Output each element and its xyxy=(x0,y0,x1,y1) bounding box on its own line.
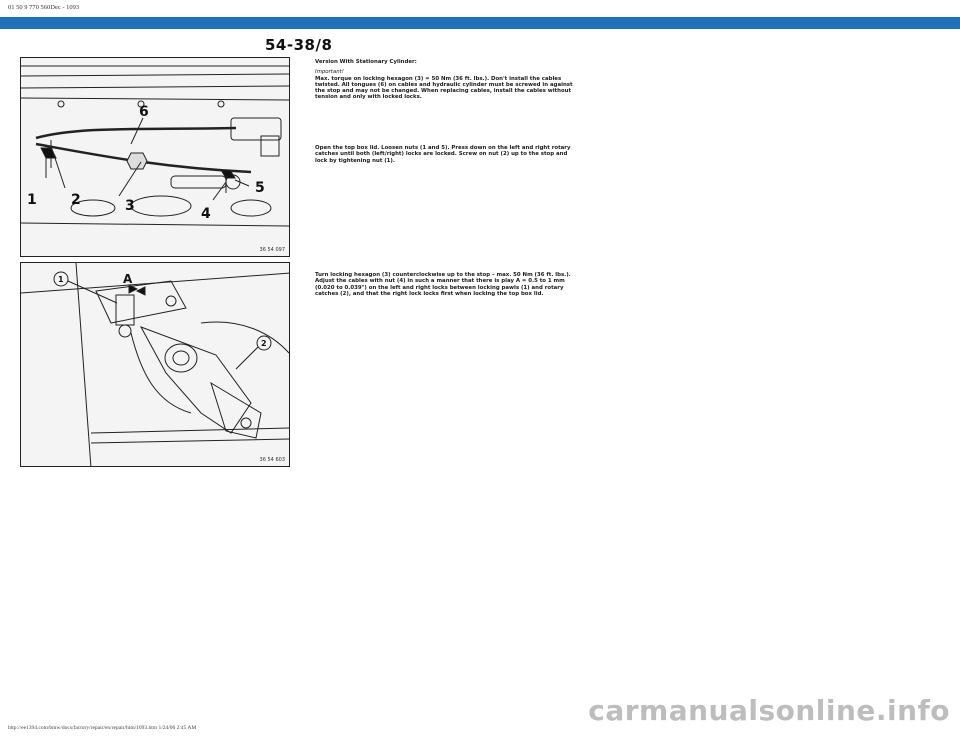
section-heading: Version With Stationary Cylinder: xyxy=(315,59,417,65)
callout-3: 3 xyxy=(125,198,135,214)
step2-text: Turn locking hexagon (3) counterclockwise up to the stop – max. 50 Nm (36 ft. lbs.). Adjust the cables with nut (4) in such a manner that there is play A = 0.5 to 1 mm (0.020 to 0.039") on the left and right locks between locking pawls (1) and rotary catches (2), and that the right lock locks first when locking the top box lid. xyxy=(315,272,571,297)
important-body: Max. torque on locking hexagon (3) = 50 Nm (36 ft. lbs.). Don't install the cables twisted. All tongues (6) on cables and hydraulic cylinder must be screwed in against the stop and may not be changed. When replacing cables, install the cables without tension and only with locked locks. xyxy=(315,75,573,101)
figure-cable-assembly xyxy=(20,57,290,257)
footer-url: http://ee1394.com/bmw/docs/factory/repair/en/repair/htm/1093.htm 1/24/06 2:45 AM xyxy=(8,725,197,731)
callout-a: A xyxy=(123,272,133,286)
callout-2: 2 xyxy=(261,339,267,348)
text-block-version xyxy=(315,59,575,105)
step1-text: Open the top box lid. Loosen nuts (1 and 5). Press down on the left and right rotary catches until both (left/right) locks are locked. Screw on nut (2) up to the stop and lock by tightening nut (1). xyxy=(315,145,571,164)
header-bar xyxy=(0,17,960,29)
figure-code: 36 54 097 xyxy=(259,247,285,253)
callout-4: 4 xyxy=(201,206,211,222)
figure-code: 36 54 603 xyxy=(259,457,285,463)
callout-5: 5 xyxy=(255,180,265,196)
header-title: 01 50 9 770 560Dec - 1093 xyxy=(8,4,80,11)
callout-1: 1 xyxy=(27,192,37,208)
watermark: carmanualsonline.info xyxy=(588,694,950,727)
page-number: 54-38/8 xyxy=(265,36,333,54)
figure-cable-assembly-drawing xyxy=(21,58,290,257)
callout-2: 2 xyxy=(71,192,81,208)
callout-6: 6 xyxy=(139,104,149,120)
text-block-step2 xyxy=(315,272,575,301)
figure-lock-mechanism xyxy=(20,262,290,467)
text-block-step1 xyxy=(315,145,575,168)
callout-1: 1 xyxy=(58,275,64,284)
figure-lock-mechanism-drawing xyxy=(21,263,290,467)
important-label: Important! xyxy=(315,69,344,76)
